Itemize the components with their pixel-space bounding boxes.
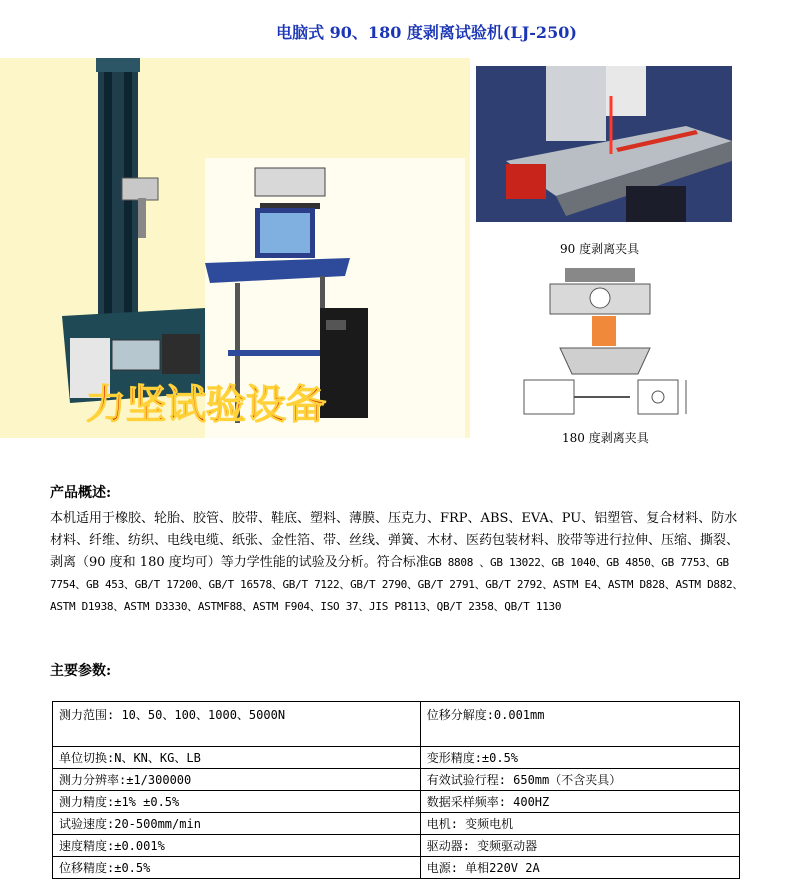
param-cell: 速度精度:±0.001% xyxy=(53,835,421,857)
param-cell: 数据采样频率: 400HZ xyxy=(420,791,739,813)
params-heading: 主要参数: xyxy=(50,663,112,679)
peel-fixture-photo-90 xyxy=(476,66,732,222)
overview-heading: 产品概述: xyxy=(50,485,112,501)
table-row xyxy=(53,791,740,813)
params-table xyxy=(52,701,740,879)
param-cell: 变形精度:±0.5% xyxy=(420,747,739,769)
param-cell: 有效试验行程: 650mm（不含夹具） xyxy=(420,769,739,791)
caption-180-fixture: 180 度剥离夹具 xyxy=(562,431,649,445)
table-row xyxy=(53,857,740,879)
param-cell: 测力分辨率:±1/300000 xyxy=(53,769,421,791)
param-cell: 单位切换:N、KN、KG、LB xyxy=(53,747,421,769)
param-cell: 测力范围: 10、50、100、1000、5000N xyxy=(53,702,421,747)
peel-fixture-photo-180 xyxy=(510,264,706,426)
table-row xyxy=(53,769,740,791)
table-row xyxy=(53,835,740,857)
overview-text xyxy=(50,508,750,618)
table-row xyxy=(53,813,740,835)
param-cell: 驱动器: 变频驱动器 xyxy=(420,835,739,857)
standards-list: GB 8808 、GB 13022、GB 1040、GB 4850、GB 7753、GB 7754、GB 453、GB/T 17200、GB/T 16578、GB/T 7122、GB/T 2790、GB/T 2791、GB/T 2792、ASTM E4、ASTM D828、ASTM D882、ASTM D1938、ASTM D3330、ASTMF88、ASTM F904、ISO 37、JIS P8113、QB/T 2358、QB/T 1130 xyxy=(50,556,744,613)
param-cell: 电源: 单相220V 2A xyxy=(420,857,739,879)
overview-paragraph: 本机适用于橡胶、轮胎、胶管、胶带、鞋底、塑料、薄膜、压克力、FRP、ABS、EVA、PU、铝塑管、复合材料、防水材料、纤维、纺织、电线电缆、纸张、金性箔、带、丝线、弹簧、木材、医药包装材料、胶带等进行拉伸、压缩、撕裂、剥离（90 度和 180 度均可）等力学性能的试验及分析。符合标准 xyxy=(50,511,740,570)
brand-watermark: 力坚试验设备 xyxy=(86,381,326,428)
param-cell: 测力精度:±1% ±0.5% xyxy=(53,791,421,813)
caption-90-fixture: 90 度剥离夹具 xyxy=(560,242,640,256)
param-cell: 电机: 变频电机 xyxy=(420,813,739,835)
machine-photo xyxy=(0,58,470,438)
param-cell: 位移精度:±0.5% xyxy=(53,857,421,879)
param-cell: 位移分解度:0.001mm xyxy=(420,702,739,747)
param-cell: 试验速度:20-500mm/min xyxy=(53,813,421,835)
page-title: 电脑式 90、180 度剥离试验机(LJ-250) xyxy=(276,23,577,42)
table-row xyxy=(53,747,740,769)
table-row xyxy=(53,702,740,747)
